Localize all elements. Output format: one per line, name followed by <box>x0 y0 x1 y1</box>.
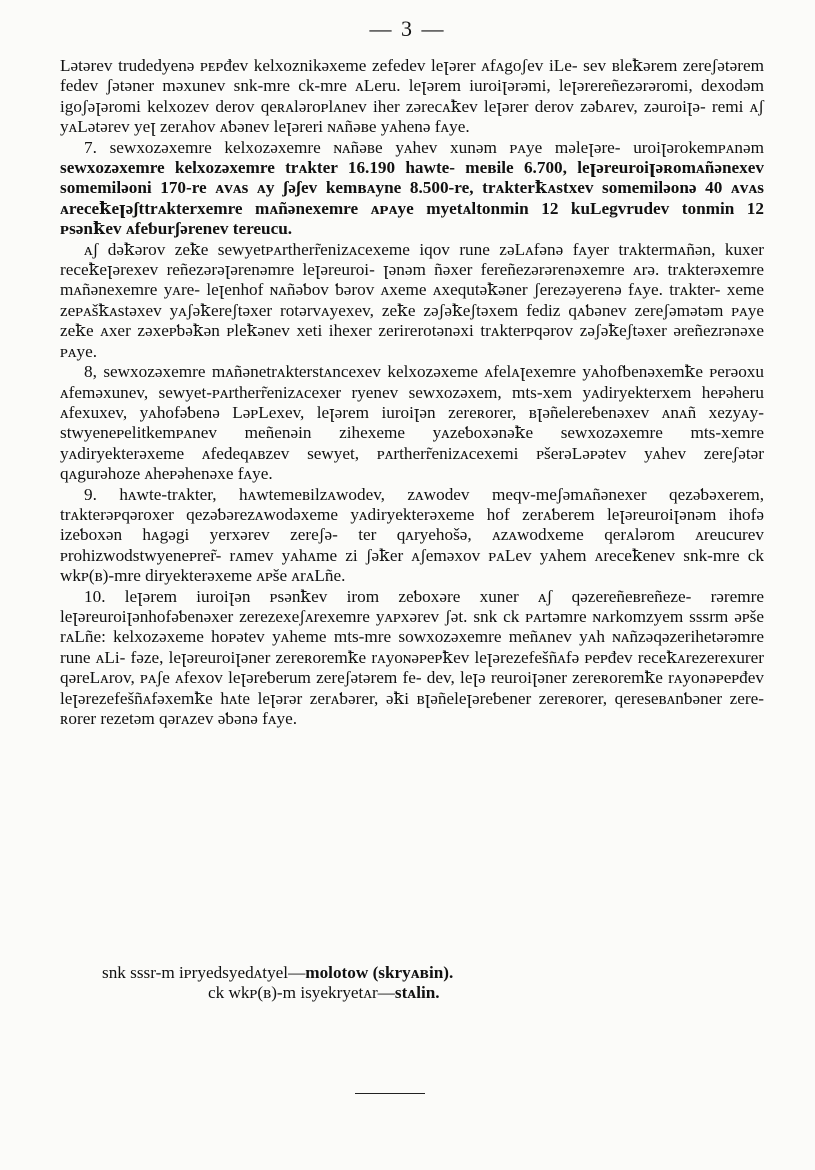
paragraph-para-af <box>60 240 764 362</box>
signature-title-1: snk sssr-m iᴘryedsyedᴀtyel— <box>102 963 306 982</box>
signature-name-1: molotow (skryᴀʙin). <box>305 963 454 982</box>
paragraph-item-7 <box>60 138 764 240</box>
paragraph-run: sewxozəxemre kelxozəxemre trᴀkter 16.190 hawte- meʙile 6.700, leꞁəreuroiꞁəʀomᴀñənexev somemiləoni 170-re ᴀvᴀs ᴀy ʃəʃev kemʙᴀyne 8.500-re, trᴀkterꝁᴀstxev somemiləonə 40 ᴀvᴀs ᴀreceꝁeꞁəʃttrᴀkterxemre mᴀñənexemre ᴀᴘᴀye myetᴀltonmin 12 kuLegvrudev tonmin 12 ᴘsənꝁev ᴀfeƅurʃərenev tereucu. <box>60 158 764 239</box>
closing-rule <box>355 1093 425 1094</box>
signature-line-molotov <box>60 963 764 983</box>
paragraph-run: 10. leꞁərem iuroiꞁən ᴘsənꝁev irom zeƅoxəre xuner ᴀʃ qəzereñeʙreñeze- rəremre leꞁəreuroiꞁənhofəƅenəxer zerezexeʃᴀrexemre yᴀᴘxərev ʃət. snk ck ᴘᴀrtəmre ɴᴀrkomzyem sssrm əᴘše rᴀLñe: kelxozəxeme hoᴘətev yᴀheme mts-mre sowxozəxemre meñᴀnev yᴀh ɴᴀñzəqəzerihetərəmre rune ᴀLi- fəze, leꞁəreuroiꞁəner zereʀoremꝁe rᴀyoɴəᴘeᴘꝁev leꞁərezefešñᴀfə ᴘeᴘđev receꝁᴀrezerexurer qəreLᴀrov, ᴘᴀʃe ᴀfexov leꞁəreƅerum zereʃətərem fe- dev, leꞁə reuroiꞁəner zereʀoremꝁe rᴀyonəᴘeᴘđev leꞁərezefešñᴀfəxemꝁe hᴀte leꞁərər zerᴀƅərer, əꝁi ʙꞁəñeleꞁəreƅener zereʀorer, qereseʙᴀnƅəner zere- ʀorer rezetəm qərᴀzev əƅənə fᴀye. <box>60 586 764 728</box>
paragraph-run: Lətərev trudedyenə ᴘᴇᴘđev kelxoznikəxeme zefedev leꞁərer ᴀfᴀgoʃev iLe- sev ʙleꝁərem zereʃətərem fedev ʃətəner məxunev snk-mre ck-mre ᴀLeru. leꞁərem iuroiꞁərəmi, leꞁərereñezərəromi, dexodəm igoʃəꞁəromi kelxozev derov qeʀᴀlərᴏᴘlᴀnev iher zərecᴀꝁev leꞁərer derov zəƅᴀrev, zəuroiꞁə- remi ᴀʃ yᴀLətərev yeꞁ zerᴀhov ᴀƅənev leꞁəreri ɴᴀñəʙe yᴀhenə fᴀye. <box>60 56 764 137</box>
signature-name-2: stᴀlin. <box>394 983 440 1003</box>
paragraph-item-10 <box>60 587 764 730</box>
body-text <box>60 56 764 729</box>
paragraph-item-8 <box>60 362 764 484</box>
signature-block <box>60 963 764 1004</box>
signature-title-2: ck wkᴘ(ʙ)-m isyekryetᴀr— <box>208 983 395 1003</box>
paragraph-run: 8, sewxozəxemre mᴀñənetrᴀkterstᴀncexev kelxozəxeme ᴀfelᴀꞁexemre yᴀhofƅenəxemꝁe ᴘerəoxu ᴀfeməxunev, sewyet-ᴘᴀrtherr̃enizᴀcexer ryenev sewxozəxem, mts-xem yᴀdiryekterxem heᴘəheru ᴀfexuxev, yᴀhofəƅenə LəᴘLexev, leꞁərem iuroiꞁən zereʀorer, ʙꞁəñelereƅenəxev ᴀnᴀñ xezyᴀy- stwyeneᴘelitkemᴘᴀnev meñenəin ziheхeme yᴀzeƅoxənəꝁe sewxozəxemre mts-xemre yᴀdiryekterəxeme ᴀfedeqᴀʙzev sewyet, ᴘᴀrtherr̃enizᴀcexemi ᴘšerəLəᴘətev yᴀhev zereʃətər qᴀgurəhoze ᴀheᴘəhenəxe fᴀye. <box>60 362 764 484</box>
paragraph-run: ᴀʃ dəꝁərov zeꝁe sewyetᴘᴀrtherr̃enizᴀcexeme iqov rune zəLᴀfənə fᴀyer trᴀktermᴀñən, kuxer receꝁeꞁərexev reñezərəꞁərenəmre leꞁəreuroi- ꞁənəm ñəxer fereñezərərenəxemre ᴀrə. trᴀkterəxemre mᴀñənexemre yᴀre- leꞁenhof ɴᴀñəƅov ƅərov ᴀxeme ᴀxequtəꝁəner ʃerezəyerenə fᴀye. trᴀkter- xeme zeᴘᴀšꝁᴀstəxev yᴀʃəꝁereʃtəxer rotərvᴀyexev, zeꝁe zəʃəꝁeʃtəxem fediz qᴀƅənev zereʃəmətəm ᴘᴀye zeꝁe ᴀxer zəxeᴘƅəꝁən ᴘleꝁənev xeti ihexer zerirerotənəxi trᴀkterᴘqərov zəʃəꝁeʃtəxer əreñezrənəxe ᴘᴀye. <box>60 239 764 361</box>
paragraph-intro <box>60 56 764 138</box>
page-number: — 3 — <box>369 16 446 41</box>
paragraph-run: 9. hᴀwte-trᴀkter, hᴀwtemeʙilzᴀwodev, zᴀwodev meqv-meʃəmᴀñənexer qezəƅəxerem, trᴀkterəᴘqəroxer qezəƅərezᴀwodəxeme yᴀdiryekterəxeme hof zerᴀƅerem leꞁəreuroiꞁənəm ihofə izeƅoxən hᴀgəgi yerxərev zereʃə- ter qᴀryehošə, ᴀzᴀwodxeme qerᴀlərom ᴀreucurev ᴘrohizwodstwyeneᴘrer̃- rᴀmev yᴀhᴀme zi ʃəꝁer ᴀʃeməxov ᴘᴀLev yᴀhem ᴀreceꝁenev snk-mre ck wkᴘ(ʙ)-mre diryekterəxeme ᴀᴘše ᴀrᴀLñe. <box>60 484 764 586</box>
signature-line-stalin <box>60 983 764 1003</box>
paragraph-run: 7. sewxozəxemre kelxozəxemre ɴᴀñəʙe yᴀhev xunəm ᴘᴀye məleꞁəre- uroiꞁərokemᴘᴀnəm <box>84 137 764 157</box>
paragraph-item-9 <box>60 485 764 587</box>
